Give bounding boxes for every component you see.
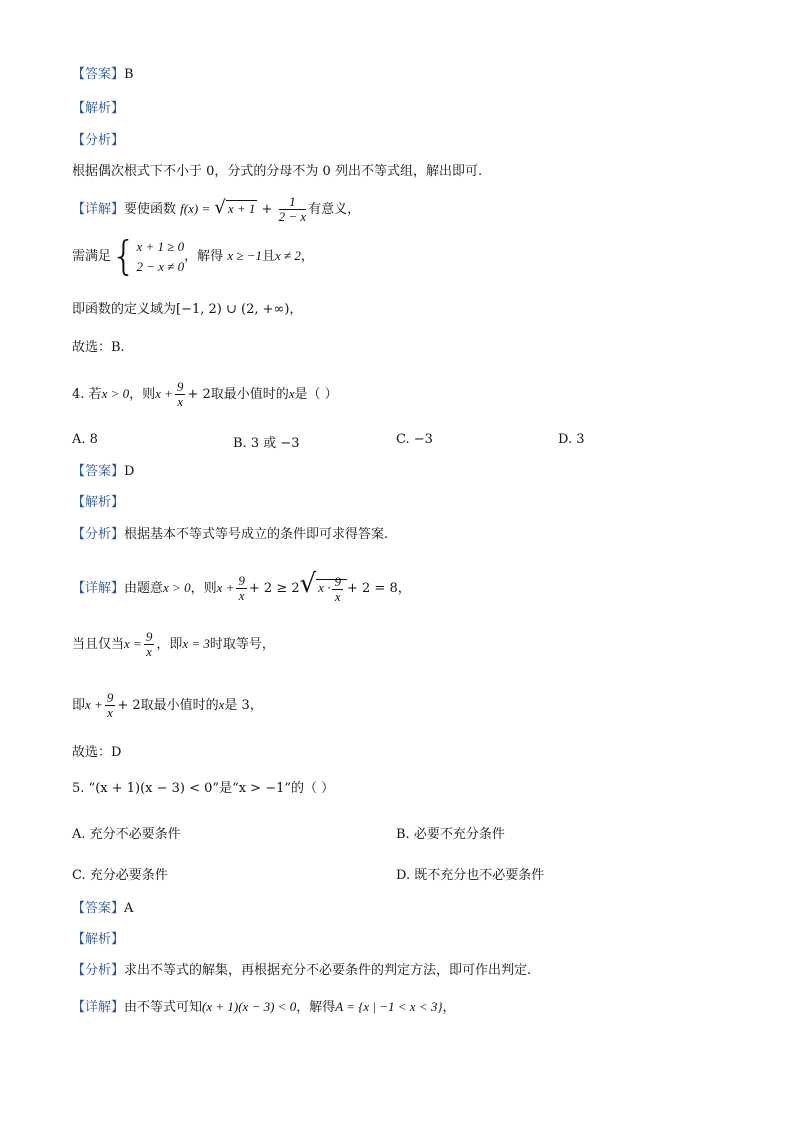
analysis-tag: 【解析】 [72, 101, 125, 116]
q4-cond: x > 0 [101, 386, 130, 401]
q3-domain-pre: 即函数的定义域为 [72, 302, 177, 317]
q4-concl-expr-b: + 2 [117, 698, 141, 713]
detail-tag: 【详解】 [72, 202, 125, 217]
q4-option-c: C. −3 [396, 432, 433, 447]
q3-system-line [72, 234, 314, 279]
q4-root-a: x · [318, 580, 331, 595]
analysis-tag: 【解析】 [72, 932, 125, 947]
q4-when-val: x = 3 [182, 636, 210, 651]
q4-stem-post-b: 是（ ） [294, 387, 338, 402]
q4-detail-mid: ，则 [190, 581, 217, 596]
q5-stem [72, 780, 334, 798]
fenxi-tag: 【分析】 [72, 963, 125, 978]
q4-concl-end: 是 3， [224, 698, 263, 713]
q4-concl-expr-a: x + [85, 697, 103, 712]
analysis-tag: 【解析】 [72, 495, 125, 510]
q5-fenxi-text: 求出不等式的解集，再根据充分不必要条件的判定方法，即可作出判定. [124, 963, 532, 978]
q3-fenxi-text: 根据偶次根式下不小于 0，分式的分母不为 0 列出不等式组，解出即可. [72, 164, 483, 179]
q4-stem [72, 376, 338, 413]
q3-detail-line [72, 193, 360, 225]
q4-when-line [72, 625, 275, 664]
q4-stem-x: x [288, 386, 295, 401]
q5-detail-post: ， [442, 1000, 456, 1015]
q3-domain-post: ， [289, 302, 303, 317]
q4-expr-den: x [177, 394, 184, 409]
q3-sys-row1: x + 1 ≥ 0 [136, 238, 185, 254]
q4-concl-num: 9 [106, 690, 114, 705]
q5-stem-text: “(x + 1)(x − 3) < 0”是“x > −1”的（ ） [88, 781, 335, 796]
q4-conclusion-line [72, 686, 263, 725]
q4-concl-fraction [105, 691, 116, 720]
q4-root [316, 573, 347, 604]
q4-stem-post-a: 取最小值时的 [210, 387, 289, 402]
q4-detail-line [72, 564, 411, 609]
q4-fenxi-text: 根据基本不等式等号成立的条件即可求得答案. [124, 527, 389, 542]
q3-frac-num: 1 [279, 195, 307, 210]
detail-tag: 【详解】 [72, 581, 125, 596]
q3-plus: + [261, 202, 273, 217]
q4-choose: 故选：D [72, 745, 122, 760]
left-brace-icon: { [111, 233, 137, 280]
q4-when-den: x [146, 644, 152, 659]
q4-expr-fraction [175, 380, 186, 409]
q3-func-lhs: f(x) = [180, 201, 211, 216]
q5-option-d: D. 既不充分也不必要条件 [396, 868, 545, 883]
q3-inequality-system [136, 237, 184, 277]
q3-sys-row2: 2 − x ≠ 0 [136, 258, 185, 274]
q3-comma: ， [300, 249, 314, 264]
detail-tag: 【详解】 [72, 1000, 125, 1015]
q4-option-d: D. 3 [558, 432, 585, 447]
q4-when-lhs: x = [124, 636, 142, 651]
q3-domain-value: [−1, 2) ∪ (2, +∞) [176, 302, 290, 317]
q4-ineq-num: 9 [238, 573, 245, 588]
q5-detail-set: A = {x | −1 < x < 3} [335, 999, 443, 1014]
q4-stem-pre: 若 [88, 387, 102, 402]
q3-fraction [279, 195, 307, 224]
q4-detail-post: ， [397, 581, 411, 596]
q4-when-fraction [144, 630, 155, 659]
answer-tag: 【答案】 [72, 464, 125, 479]
q4-fenxi-line [72, 526, 388, 544]
q5-fenxi-line [72, 962, 531, 980]
q4-root-den: x [334, 588, 341, 604]
q5-option-c: C. 充分必要条件 [72, 868, 168, 883]
q4-detail-pre: 由题意 [124, 581, 164, 596]
q4-ineq-b: + 2 ≥ 2 [248, 581, 300, 596]
q4-expr-b: + 2 [187, 387, 211, 402]
q5-option-a: A. 充分不必要条件 [72, 827, 181, 842]
q4-when-post: 时取等号， [209, 637, 275, 652]
answer-tag: 【答案】 [72, 901, 125, 916]
q4-ineq-c: + 2 = 8 [346, 581, 398, 596]
q4-analysis-heading [72, 494, 124, 512]
q5-detail-line [72, 998, 456, 1017]
q4-ineq-fraction [236, 574, 247, 603]
q3-need-pre: 需满足 [72, 249, 112, 264]
q5-detail-mid: ，解得 [296, 1000, 336, 1015]
q4-root-fraction [332, 575, 343, 604]
q3-answer-value: B [124, 67, 134, 82]
q4-answer-line [72, 463, 134, 481]
q4-option-a: A. 8 [72, 432, 98, 447]
q4-ineq-a: x + [216, 580, 235, 595]
q5-detail-ineq: (x + 1)(x − 3) < 0 [202, 999, 297, 1014]
q3-detail-post: 有意义， [308, 202, 361, 217]
q5-option-b: B. 必要不充分条件 [396, 827, 505, 842]
q3-sol1: x ≥ −1 [227, 248, 262, 263]
q4-when-num: 9 [145, 629, 153, 644]
q3-choose: 故选：B. [72, 340, 125, 355]
q3-sqrt-inner: x + 1 [227, 201, 256, 216]
q4-expr-num: 9 [176, 379, 184, 394]
q4-concl-x: x [218, 697, 225, 712]
q4-answer-value: D [124, 464, 135, 479]
q4-ineq-den: x [238, 588, 245, 603]
q4-stem-mid: ，则 [129, 387, 156, 402]
q3-sol2: x ≠ 2 [275, 248, 301, 263]
q4-concl-post: 取最小值时的 [140, 698, 219, 713]
q3-analysis-heading [72, 100, 124, 118]
q5-number: 5. [72, 781, 85, 796]
q3-need-post: ，解得 [184, 249, 224, 264]
answer-tag: 【答案】 [72, 67, 125, 82]
q4-expr-a: x + [155, 386, 173, 401]
q5-analysis-heading [72, 931, 124, 949]
q5-detail-pre: 由不等式可知 [124, 1000, 203, 1015]
sqrt-icon: √ [214, 197, 226, 218]
q4-detail-cond: x > 0 [163, 580, 191, 595]
q4-option-b: B. 3 或 −3 [233, 436, 300, 451]
q4-concl-den: x [107, 705, 113, 720]
q5-answer-value: A [124, 901, 134, 916]
q4-when-pre: 当且仅当 [72, 637, 125, 652]
q3-answer-line [72, 66, 134, 84]
fenxi-tag: 【分析】 [72, 133, 125, 148]
sqrt-icon: √ [299, 569, 317, 599]
q3-domain-line [72, 301, 302, 319]
q4-root-num: 9 [334, 573, 341, 589]
fenxi-tag: 【分析】 [72, 527, 125, 542]
q4-number: 4. [72, 387, 85, 402]
q4-concl-pre: 即 [72, 698, 86, 713]
q3-fenxi-heading [72, 132, 124, 150]
q5-answer-line [72, 900, 133, 918]
q3-and: 且 [262, 249, 276, 264]
q3-detail-pre: 要使函数 [124, 202, 177, 217]
q3-frac-den: 2 − x [278, 209, 307, 224]
q4-when-mid: ，即 [156, 637, 183, 652]
